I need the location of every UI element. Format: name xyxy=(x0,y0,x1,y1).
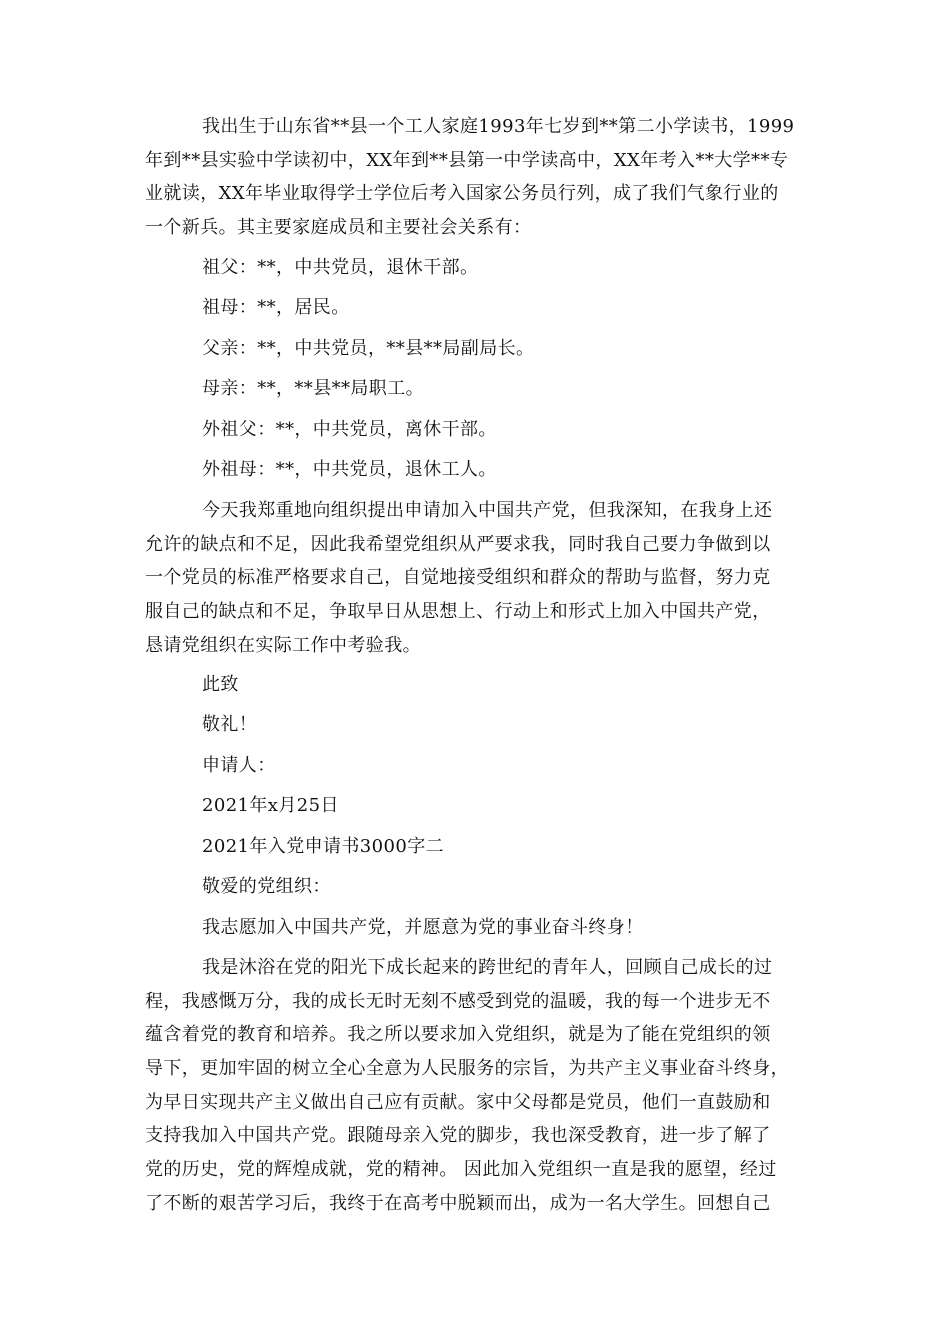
paragraph-commitment xyxy=(145,494,805,662)
text-line: 服自己的缺点和不足，争取早日从思想上、行动上和形式上加入中国共产党， xyxy=(145,601,771,623)
text-line: 我是沐浴在党的阳光下成长起来的跨世纪的青年人，回顾自己成长的过 xyxy=(202,957,773,978)
text-line: 导下，更加牢固的树立全心全意为人民服务的宗旨，为共产主义事业奋斗终身， xyxy=(145,1058,789,1080)
paragraph-growth xyxy=(145,951,805,1221)
family-member-maternal-grandmother: 外祖母：**，中共党员，退休工人。 xyxy=(202,459,497,480)
text-line: 我出生于山东省**县一个工人家庭1993年七岁到**第二小学读书，1999 xyxy=(202,116,795,137)
applicant-label: 申请人： xyxy=(202,755,276,776)
text-line: 蕴含着党的教育和培养。我之所以要求加入党组织，就是为了能在党组织的领 xyxy=(145,1024,771,1046)
application-date: 2021年x月25日 xyxy=(202,795,339,816)
text-line: 业就读，XX年毕业取得学士学位后考入国家公务员行列，成了我们气象行业的 xyxy=(145,183,779,205)
text-line: 允许的缺点和不足，因此我希望党组织从严要求我，同时我自己要力争做到以 xyxy=(145,533,771,555)
text-line: 为早日实现共产主义做出自己应有贡献。家中父母都是党员，他们一直鼓励和 xyxy=(145,1091,771,1113)
family-member-maternal-grandfather: 外祖父：**，中共党员，离休干部。 xyxy=(202,419,497,440)
text-line: 党的历史，党的辉煌成就，党的精神。 因此加入党组织一直是我的愿望，经过 xyxy=(145,1159,777,1181)
family-member-grandfather: 祖父：**，中共党员，退休干部。 xyxy=(202,257,479,278)
text-line: 年到**县实验中学读初中，XX年到**县第一中学读高中，XX年考入**大学**专 xyxy=(145,149,789,171)
text-line: 程，我感慨万分，我的成长无时无刻不感受到党的温暖，我的每一个进步无不 xyxy=(145,990,771,1012)
second-letter-opening: 我志愿加入中国共产党，并愿意为党的事业奋斗终身！ xyxy=(202,917,644,938)
text-line: 一个党员的标准严格要求自己，自觉地接受组织和群众的帮助与监督，努力克 xyxy=(145,567,771,589)
text-line: 支持我加入中国共产党。跟随母亲入党的脚步，我也深受教育，进一步了解了 xyxy=(145,1125,771,1147)
text-line: 一个新兵。其主要家庭成员和主要社会关系有： xyxy=(145,217,532,239)
second-letter-title: 2021年入党申请书3000字二 xyxy=(202,836,445,857)
family-member-father: 父亲：**，中共党员，**县**局副局长。 xyxy=(202,338,535,359)
closing-cizhi: 此致 xyxy=(202,674,239,695)
family-member-grandmother: 祖母：**，居民。 xyxy=(202,297,350,318)
second-letter-salutation: 敬爱的党组织： xyxy=(202,876,331,897)
paragraph-background xyxy=(145,110,805,245)
text-line: 今天我郑重地向组织提出申请加入中国共产党，但我深知，在我身上还 xyxy=(202,500,773,521)
text-line: 恳请党组织在实际工作中考验我。 xyxy=(145,634,421,656)
closing-jingli: 敬礼！ xyxy=(202,714,258,735)
text-line: 了不断的艰苦学习后，我终于在高考中脱颖而出，成为一名大学生。回想自己 xyxy=(145,1192,771,1214)
family-member-mother: 母亲：**，**县**局职工。 xyxy=(202,378,424,399)
